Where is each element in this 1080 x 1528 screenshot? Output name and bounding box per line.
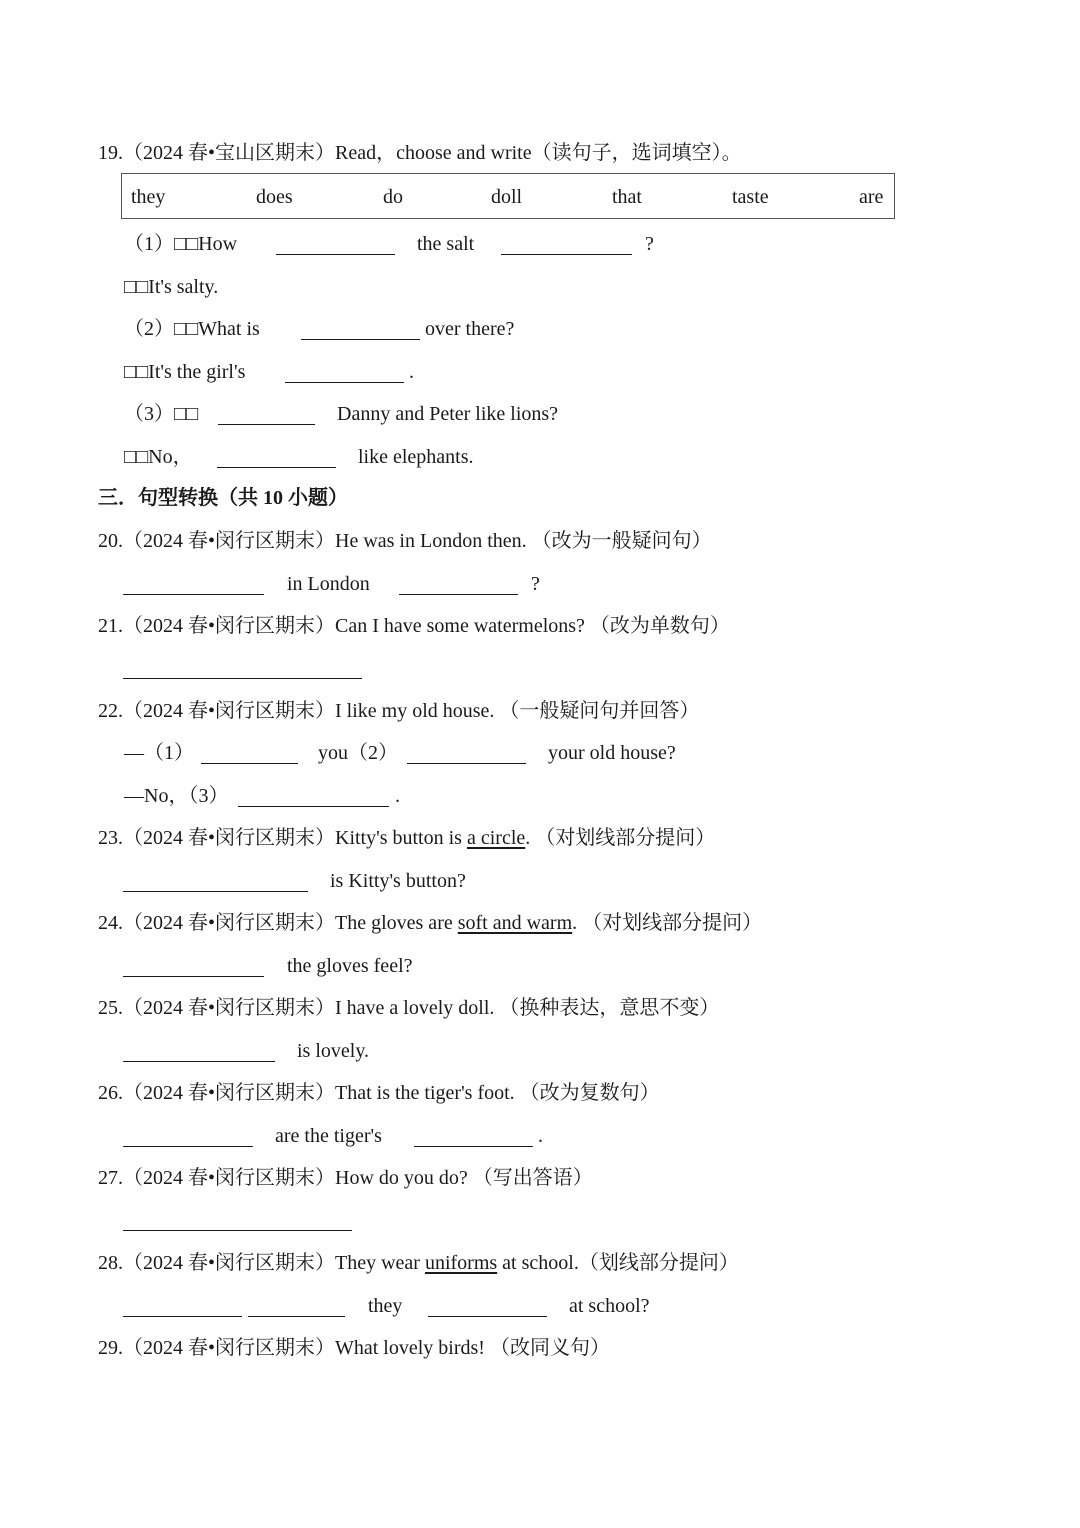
- q26-end: .: [538, 1125, 543, 1147]
- q26-mid: are the tiger's: [275, 1125, 382, 1147]
- q24-title-pre: 24.（2024 春•闵行区期末）The gloves are: [98, 912, 458, 934]
- word-bank-item: they: [131, 186, 166, 208]
- answer-blank[interactable]: [238, 806, 389, 807]
- section-heading: 三．句型转换（共 10 小题）: [98, 487, 348, 509]
- q22-l1-a: —（1）: [124, 742, 194, 764]
- answer-blank[interactable]: [399, 594, 518, 595]
- q19-s2-answer-text: □□It's the girl's: [124, 361, 246, 383]
- q19-s2-text-b: over there?: [425, 318, 515, 340]
- q28-title-pre: 28.（2024 春•闵行区期末）They wear: [98, 1252, 425, 1274]
- answer-blank[interactable]: [123, 594, 264, 595]
- answer-blank[interactable]: [414, 1146, 533, 1147]
- q23-ans: is Kitty's button?: [330, 870, 466, 892]
- q19-s1-text-b: the salt: [417, 233, 475, 255]
- q28-title: [98, 1251, 739, 1275]
- answer-blank[interactable]: [218, 424, 315, 425]
- q21-title: 21.（2024 春•闵行区期末）Can I have some watermelons? （改为单数句）: [98, 615, 730, 637]
- answer-blank[interactable]: [217, 467, 336, 468]
- answer-blank[interactable]: [301, 339, 420, 340]
- answer-blank[interactable]: [407, 763, 526, 764]
- q28-underlined: uniforms: [424, 1252, 498, 1274]
- q23-title-pre: 23.（2024 春•闵行区期末）Kitty's button is: [98, 827, 467, 849]
- q28-mid: they: [368, 1295, 403, 1317]
- q19-title: 19.（2024 春•宝山区期末）Read，choose and write（读句子，选词填空）。: [98, 142, 742, 164]
- q23-title: [98, 826, 715, 850]
- q20-mid: in London: [287, 573, 370, 595]
- q24-title: [98, 911, 762, 935]
- q24-ans: the gloves feel?: [287, 955, 413, 977]
- q28-end: at school?: [569, 1295, 650, 1317]
- answer-blank[interactable]: [428, 1316, 547, 1317]
- q22-l1-b: you（2）: [318, 742, 398, 764]
- q19-s3-answer-end: like elephants.: [358, 446, 474, 468]
- word-bank-item: do: [383, 186, 403, 208]
- q28-title-post: at school.（划线部分提问）: [497, 1252, 739, 1274]
- answer-blank[interactable]: [123, 1146, 253, 1147]
- q22-l1-c: your old house?: [548, 742, 676, 764]
- q24-title-post: . （对划线部分提问）: [572, 912, 763, 934]
- q20-end: ?: [531, 573, 540, 595]
- q19-s3-text-a: （3）□□: [124, 403, 199, 425]
- q23-underlined: a circle: [466, 827, 526, 849]
- word-bank: [121, 173, 895, 219]
- q25-ans: is lovely.: [297, 1040, 370, 1062]
- answer-blank[interactable]: [123, 1061, 275, 1062]
- q24-underlined: soft and warm: [457, 912, 573, 934]
- answer-blank[interactable]: [201, 763, 298, 764]
- q19-s3-text-b: Danny and Peter like lions?: [337, 403, 559, 425]
- q23-title-post: . （对划线部分提问）: [525, 827, 716, 849]
- q25-title: 25.（2024 春•闵行区期末）I have a lovely doll. （换种表达，意思不变）: [98, 997, 720, 1019]
- word-bank-item: that: [612, 186, 642, 208]
- answer-blank[interactable]: [123, 976, 264, 977]
- answer-blank[interactable]: [276, 254, 395, 255]
- q19-s1-text-c: ?: [645, 233, 654, 255]
- word-bank-item: does: [256, 186, 293, 208]
- word-bank-item: are: [859, 186, 884, 208]
- answer-blank[interactable]: [123, 1316, 242, 1317]
- q22-l2-b: .: [395, 785, 400, 807]
- answer-blank[interactable]: [285, 382, 404, 383]
- word-bank-item: taste: [732, 186, 769, 208]
- q26-title: 26.（2024 春•闵行区期末）That is the tiger's foot. （改为复数句）: [98, 1082, 660, 1104]
- word-bank-item: doll: [491, 186, 523, 208]
- q19-s3-answer-text: □□No，: [124, 446, 193, 468]
- q19-s2-text-a: （2）□□What is: [124, 318, 260, 340]
- q19-s1-answer: □□It's salty.: [124, 276, 219, 298]
- answer-blank[interactable]: [123, 1230, 352, 1231]
- q22-title: 22.（2024 春•闵行区期末）I like my old house. （一般疑问句并回答）: [98, 700, 700, 722]
- answer-blank[interactable]: [123, 891, 308, 892]
- q22-l2-a: —No，（3）: [124, 785, 229, 807]
- answer-blank[interactable]: [248, 1316, 345, 1317]
- q29-title: 29.（2024 春•闵行区期末）What lovely birds! （改同义句）: [98, 1337, 610, 1359]
- answer-blank[interactable]: [501, 254, 632, 255]
- q19-s1-text-a: （1）□□How: [124, 233, 238, 255]
- answer-blank[interactable]: [123, 678, 362, 679]
- q19-s2-answer-end: .: [409, 361, 414, 383]
- q27-title: 27.（2024 春•闵行区期末）How do you do? （写出答语）: [98, 1167, 593, 1189]
- q20-title: 20.（2024 春•闵行区期末）He was in London then. （改为一般疑问句）: [98, 530, 712, 552]
